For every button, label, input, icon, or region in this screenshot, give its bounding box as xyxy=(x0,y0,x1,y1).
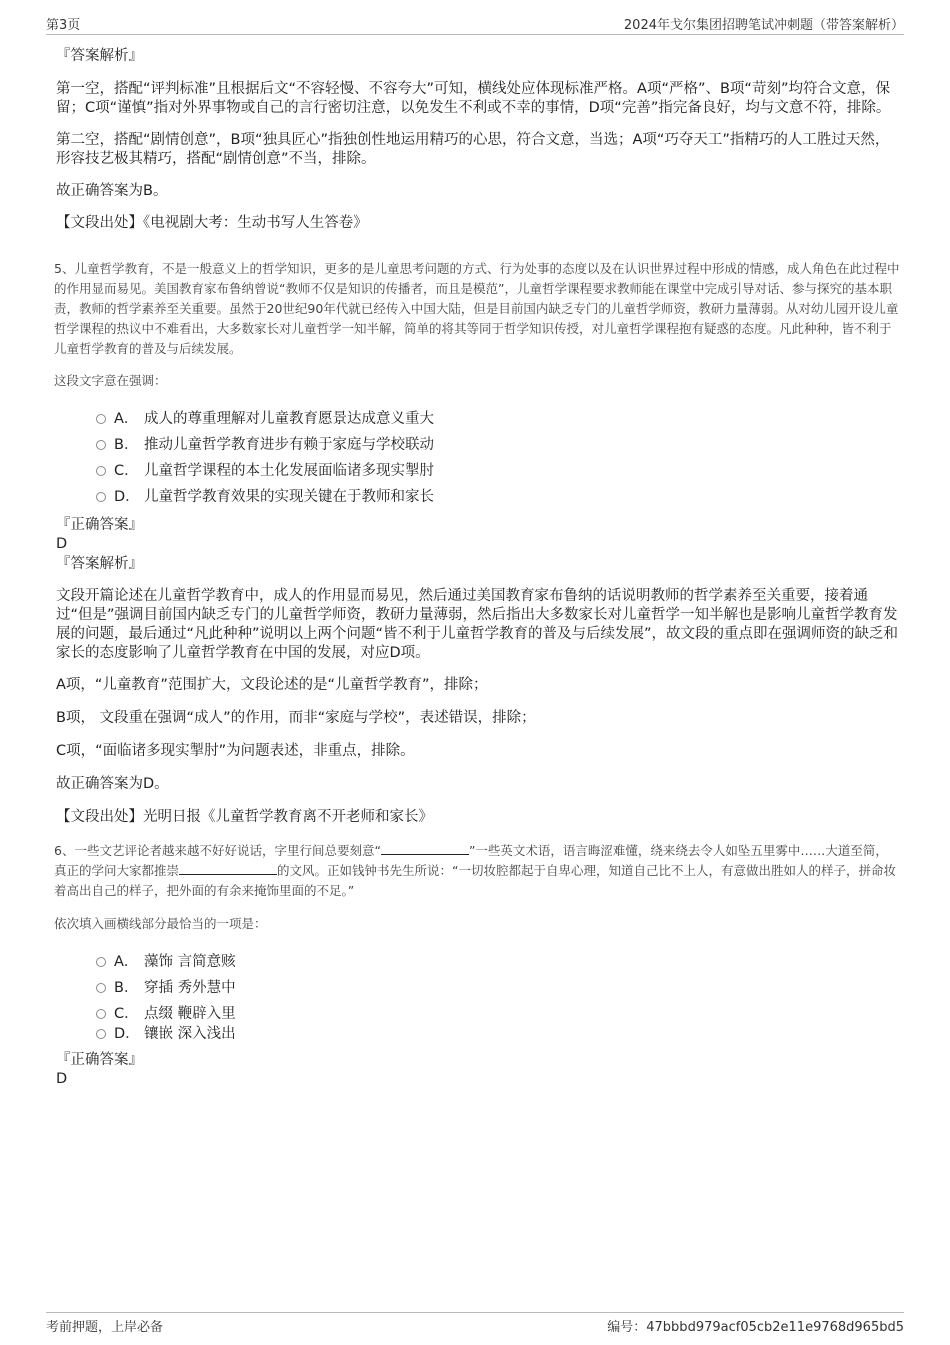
radio-icon[interactable] xyxy=(96,414,106,424)
q5-option-a[interactable]: A． 成人的尊重理解对儿童教育愿景达成意义重大 xyxy=(96,405,900,431)
q6-question-text: 6、一些文艺评论者越来越不好好说话，字里行间总要刻意“ ”一些英文术语，语言晦涩难懂，绕来绕去令人如坠五里雾中……大道至简，真正的学问大家都推崇 的文风。正如钱钟书先生所说：“一切妆腔都起于自卑心理，知道自己比不上人，有意做出胜如人的样子，拼命妆着高出自己的样子，把外面的有余来掩饰里面的不足。” xyxy=(54,843,896,898)
q6-answer-value: D xyxy=(56,1071,68,1087)
q4-analysis-para-1: 第一空，搭配“评判标准”且根据后文“不容轻慢、不容夸大”可知，横线处应体现标准严格。A项“严格”、B项“苛刻”均符合文意，保留；C项“谨慎”指对外界事物或自己的言行密切注意，以免发生不利或不幸的事情，D项“完善”指完备良好，均与文意不符，排除。 xyxy=(56,81,891,116)
q5-analysis-para-1: 文段开篇论述在儿童哲学教育中，成人的作用显而易见，然后通过美国教育家布鲁纳的话说明教师的哲学素养至关重要，接着通过“但是”强调目前国内缺乏专门的儿童哲学师资，教研力量薄弱，然后指出大多数家长对儿童哲学一知半解也是影响儿童哲学教育发展的问题，最后通过“凡此种种”说明以上两个问题“皆不利于儿童哲学教育的普及与后续发展”，故文段的重点即在强调师资的缺乏和家长的态度影响了儿童哲学教育在中国的发展，对应D项。 xyxy=(56,588,899,661)
q4-analysis-para-2: 第二空，搭配“剧情创意”，B项“独具匠心”指独创性地运用精巧的心思，符合文意，当选；A项“巧夺天工”指精巧的人工胜过天然，形容技艺极其精巧，搭配“剧情创意”不当，排除。 xyxy=(56,132,890,167)
radio-icon[interactable] xyxy=(96,983,106,993)
radio-icon[interactable] xyxy=(96,1029,106,1039)
q6-option-b[interactable]: B． 穿插 秀外慧中 xyxy=(96,974,900,1000)
radio-icon[interactable] xyxy=(96,957,106,967)
q5-analysis-label: 『答案解析』 xyxy=(56,556,143,572)
footer-slogan: 考前押题，上岸必备 xyxy=(46,1320,164,1335)
q6-option-c[interactable]: C． 点缀 鞭辟入里 xyxy=(96,1000,900,1020)
q5-answer-value: D xyxy=(56,536,68,552)
q5-analysis-option-b: B项， 文段重在强调“成人”的作用，而非“家庭与学校”，表述错误，排除； xyxy=(56,710,536,726)
document-title: 2024年戈尔集团招聘笔试冲刺题（带答案解析） xyxy=(623,18,904,33)
q6-options xyxy=(96,948,900,1046)
q6-option-a[interactable]: A． 藻饰 言简意赅 xyxy=(96,948,900,974)
fill-blank-2[interactable] xyxy=(179,862,277,875)
q5-option-d[interactable]: D． 儿童哲学教育效果的实现关键在于教师和家长 xyxy=(96,483,900,509)
q5-prompt: 这段文字意在强调： xyxy=(54,373,167,388)
q5-option-b[interactable]: B． 推动儿童哲学教育进步有赖于家庭与学校联动 xyxy=(96,431,900,457)
q5-question-text: 5、儿童哲学教育，不是一般意义上的哲学知识，更多的是儿童思考问题的方式、行为处事的态度以及在认识世界过程中形成的情感，成人角色在此过程中的作用显而易见。美国教育家布鲁纳曾说“教师不仅是知识的传播者，而且是模范”，儿童哲学课程要求教师能在课堂中完成引导对话、参与探究的基本职责，教师的哲学素养至关重要。虽然于20世纪90年代就已经传入中国大陆，但是目前国内缺乏专门的儿童哲学师资，教研力量薄弱。从对幼儿园开设儿童哲学课程的热议中不难看出，大多数家长对儿童哲学一知半解，简单的将其等同于哲学知识传授，对儿童哲学课程抱有疑惑的态度。凡此种种，皆不利于儿童哲学教育的普及与后续发展。 xyxy=(54,261,900,356)
q5-answer-label: 『正确答案』 xyxy=(56,517,143,533)
page-footer xyxy=(46,1312,904,1335)
page-header xyxy=(46,12,904,35)
q5-conclusion: 故正确答案为D。 xyxy=(56,776,169,792)
q4-source: 【文段出处】《电视剧大考：生动书写人生答卷》 xyxy=(56,215,368,231)
q5-analysis-option-a: A项，“儿童教育”范围扩大，文段论述的是“儿童哲学教育”，排除； xyxy=(56,677,488,693)
q4-analysis-label: 『答案解析』 xyxy=(56,48,143,64)
q6-answer-label: 『正确答案』 xyxy=(56,1052,143,1068)
radio-icon[interactable] xyxy=(96,492,106,502)
document-serial: 编号：47bbbd979acf05cb2e11e9768d965bd5 xyxy=(607,1320,904,1335)
fill-blank-1[interactable] xyxy=(381,842,469,855)
q6-option-d[interactable]: D． 镶嵌 深入浅出 xyxy=(96,1020,900,1046)
radio-icon[interactable] xyxy=(96,440,106,450)
q6-prompt: 依次填入画横线部分最恰当的一项是： xyxy=(54,916,267,931)
page-number: 第3页 xyxy=(46,18,81,33)
q4-conclusion: 故正确答案为B。 xyxy=(56,183,168,199)
q5-option-c[interactable]: C． 儿童哲学课程的本土化发展面临诸多现实掣肘 xyxy=(96,457,900,483)
radio-icon[interactable] xyxy=(96,466,106,476)
radio-icon[interactable] xyxy=(96,1009,106,1019)
q5-source: 【文段出处】光明日报《儿童哲学教育离不开老师和家长》 xyxy=(56,809,433,825)
q5-analysis-option-c: C项，“面临诸多现实掣肘”为问题表述，非重点，排除。 xyxy=(56,743,415,759)
page-content xyxy=(56,46,900,1089)
q5-options xyxy=(96,405,900,509)
